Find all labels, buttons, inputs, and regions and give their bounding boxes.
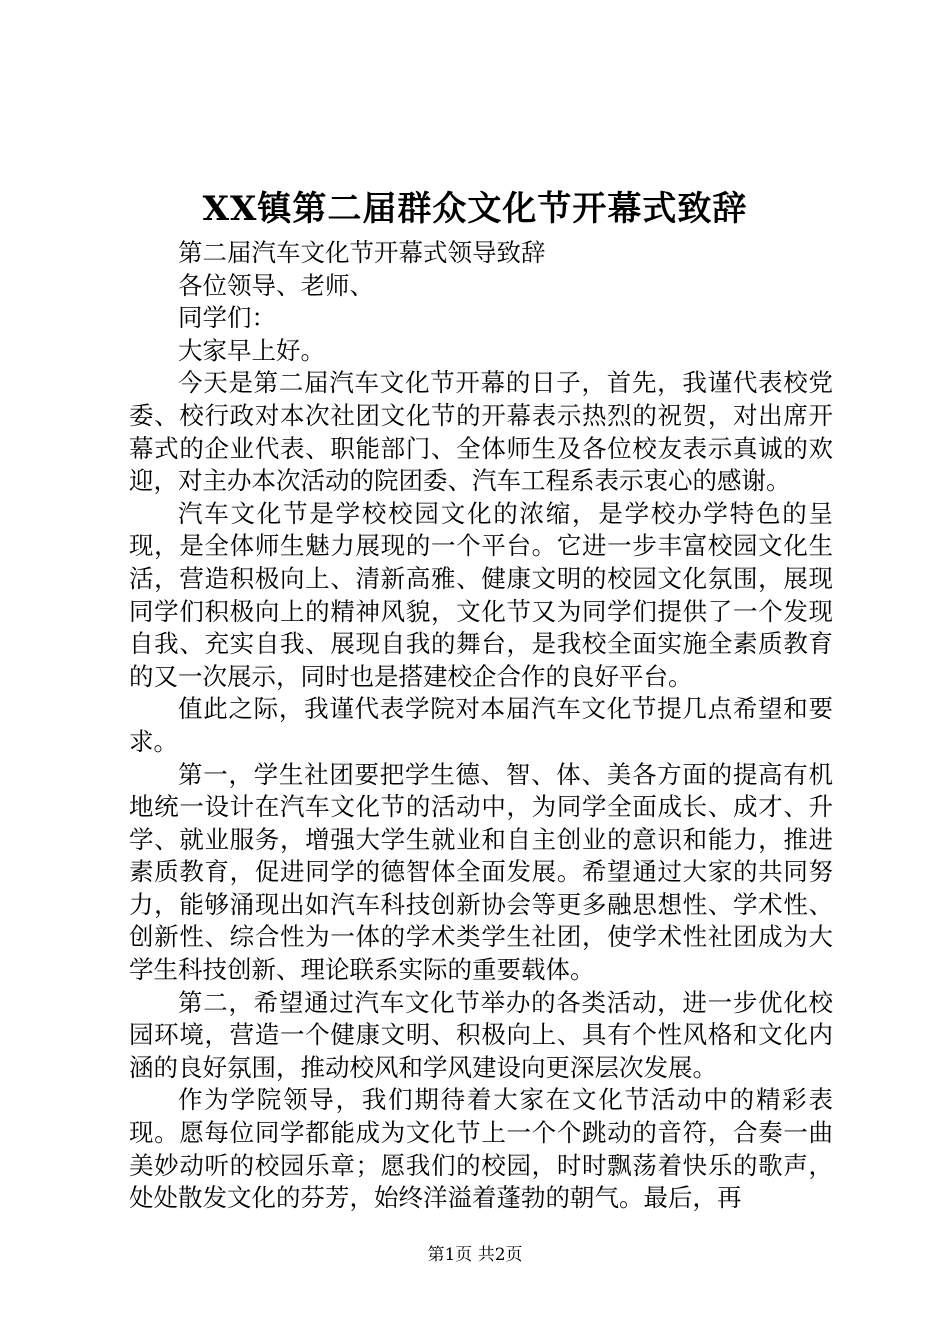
- document-title: XX镇第二届群众文化节开幕式致辞: [202, 189, 748, 229]
- paragraph: 同学们：: [178, 303, 276, 333]
- paragraph: 今天是第二届汽车文化节开幕的日子，首先，我谨代表校党委、校行政对本次社团文化节的开幕表示热烈的祝贺，对出席开幕式的企业代表、职能部门、全体师生及各位校友表示真诚的欢迎，对主办本次活动的院团委、汽车工程系表示衷心的感谢。: [129, 368, 833, 496]
- paragraph: 各位领导、老师、: [178, 270, 374, 300]
- paragraph: 第一，学生社团要把学生德、智、体、美各方面的提高有机地统一设计在汽车文化节的活动中，为同学全面成长、成才、升学、就业服务，增强大学生就业和自主创业的意识和能力，推进素质教育，促进同学的德智体全面发展。希望通过大家的共同努力，能够涌现出如汽车科技创新协会等更多融思想性、学术性、创新性、综合性为一体的学术类学生社团，使学术性社团成为大学生科技创新、理论联系实际的重要载体。: [129, 759, 833, 985]
- document-body: [129, 237, 833, 1215]
- paragraph: 大家早上好。: [178, 335, 325, 365]
- paragraph: 作为学院领导，我们期待着大家在文化节活动中的精彩表现。愿每位同学都能成为文化节上一个个跳动的音符，合奏一曲美妙动听的校园乐章；愿我们的校园，时时飘荡着快乐的歌声，处处散发文化的芬芳，始终洋溢着蓬勃的朝气。最后，再: [129, 1085, 833, 1213]
- page-footer: 第1页 共2页: [427, 1245, 523, 1265]
- paragraph: 第二，希望通过汽车文化节举办的各类活动，进一步优化校园环境，营造一个健康文明、积极向上、具有个性风格和文化内涵的良好氛围，推动校风和学风建设向更深层次发展。: [129, 987, 833, 1082]
- paragraph: 汽车文化节是学校校园文化的浓缩，是学校办学特色的呈现，是全体师生魅力展现的一个平台。它进一步丰富校园文化生活，营造积极向上、清新高雅、健康文明的校园文化氛围，展现同学们积极向上的精神风貌，文化节又为同学们提供了一个发现自我、充实自我、展现自我的舞台，是我校全面实施全素质教育的又一次展示，同时也是搭建校企合作的良好平台。: [129, 498, 833, 691]
- paragraph: 第二届汽车文化节开幕式领导致辞: [178, 238, 546, 267]
- paragraph: 值此之际，我谨代表学院对本届汽车文化节提几点希望和要求。: [129, 694, 833, 756]
